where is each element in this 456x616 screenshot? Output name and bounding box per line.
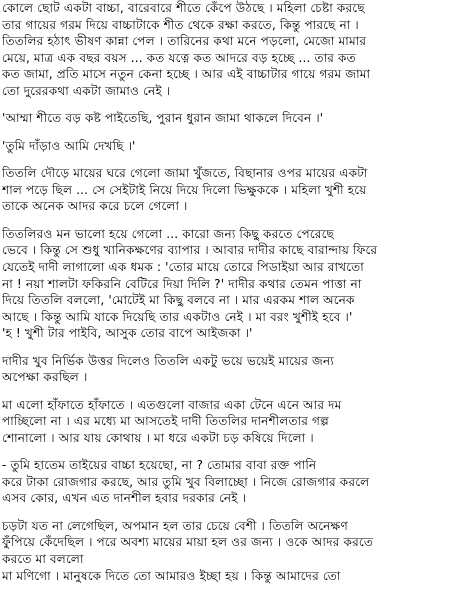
text-line: শোনালো । আর যায় কোথায় । মা ধরে একটা চড় কষিয়ে দিলো । (2, 430, 314, 445)
text-line: শাল পড়ে ছিল ... সে সেইটাই নিয়ে দিয়ে দিলো ভিক্ষুককে । মহিলা খুশী হয়ে (2, 182, 367, 197)
text-line: তার গায়ের গরম দিয়ে বাচ্চাটাকে শীত থেকে রক্ষা করতে, কিন্তু পারছে না । (2, 17, 359, 32)
story-page (2, 0, 452, 616)
dialogue-line: 'তুমি দাঁড়াও আমি দেখছি ।' (2, 138, 136, 153)
paragraph-9 (2, 518, 452, 584)
text-line: তিতলির হঠাৎ ভীষণ কান্না পেল । তারিনের কথা মনে পড়লো, মেজো মামার (2, 34, 367, 49)
text-line: - তুমি হাতেম তাইয়ের বাচ্চা হয়েছো, না ? তোমার বাবা রক্ত পানি (2, 458, 317, 473)
dialogue-line: 'আম্মা শীতে বড় কষ্ট পাইতেছি, পুরান ধুরান জামা থাকলে দিবেন ।' (2, 111, 324, 126)
text-line: এসব কোর, এখন এত দানশীল হবার দরকার নেই । (2, 491, 247, 506)
text-line: কোলে ছোট একটা বাচ্চা, বারেবারে শীতে কেঁপে উঠছে । মহিলা চেষ্টা করছে (2, 1, 365, 15)
text-line: তিতলিরও মন ভালো হয়ে গেলো ... কারো জন্য কিছু করতে পেরেছে (2, 226, 334, 241)
text-line: কত জামা, প্রতি মাসে নতুন কেনা হচ্ছে । আর এই বাচ্চাটার গায়ে গরম জামা (2, 67, 371, 82)
text-line: যেতেই দাদী লাগালো এক ধমক : 'তোর মায়ে তোরে পিডাইয়া আর রাখতো (2, 259, 364, 274)
text-line: তাকে অনেক আদর করে চলে গেলো । (2, 199, 188, 214)
paragraph-7 (2, 397, 452, 447)
text-line: করে টাকা রোজগার করছে, আর তুমি খুব বিলাচ্ছো । নিজে রোজগার করলে (2, 474, 370, 489)
paragraph-5 (2, 226, 452, 342)
paragraph-3 (2, 138, 452, 155)
text-line: তো দুরেরকথা একটা জামাও নেই । (2, 83, 171, 98)
paragraph-2 (2, 110, 452, 127)
text-line: আছে । কিন্তু আমি যাকে দিয়েছি তার একটাও নেই । মা বরং খুশীই হবে ।' (2, 309, 353, 324)
paragraph-8 (2, 457, 452, 507)
text-line: মা মণিগো । মানুষকে দিতে তো আমারও ইচ্ছা হয় । কিন্তু আমাদের তো (2, 568, 341, 583)
text-line: তিতলি দৌড়ে মায়ের ঘরে গেলো জামা খুঁজতে, বিছানার ওপর মায়ের একটা (2, 166, 368, 181)
text-line: চড়টা যত না লেগেছিল, অপমান হল তার চেয়ে বেশী । তিতলি অনেক্ষণ (2, 518, 348, 533)
text-line: দাদীর খুব নির্ভিক উত্তর দিলেও তিতলি একটু ভয়ে ভয়েই মায়ের জন্য (2, 353, 334, 368)
text-line: 'হ ! খুশী টার পাইবি, আসুক তোর বাপে আইজকা ।' (2, 326, 253, 341)
text-line: দিয়ে তিতলি বললো, 'মোটেই মা কিছু বলবে না । মার এরকম শাল অনেক (2, 293, 355, 308)
text-line: পাচ্ছিলো না । এর মধ্যে মা আসতেই দাদী তিতলির দানশীলতার গল্প (2, 414, 329, 429)
text-line: মা এলো হাঁফাতে হাঁফাতে । এতগুলো বাজার একা টেনে এনে আর দম (2, 397, 342, 412)
text-line: না ! নয়া শালটা ফকিরনি বেটিরে দিয়া দিলি ?' দাদীর কথার তেমন পাত্তা না (2, 276, 362, 291)
text-line: করতে মা বললো (2, 552, 84, 566)
text-line: ফুঁপিয়ে কেঁদেছিল । পরে অবশ্য মায়ের মায়া হল ওর জন্য । ওকে আদর করতে (2, 535, 374, 550)
paragraph-4 (2, 165, 452, 215)
paragraph-6 (2, 353, 452, 386)
text-line: মেয়ে, মাত্র এক বছর বয়স ... কত যত্নে কত আদরে বড় হচ্ছে ... তার কত (2, 50, 356, 65)
paragraph-1 (2, 0, 452, 100)
text-line: অপেক্ষা করছিল । (2, 370, 88, 385)
text-line: ভেবে । কিন্তু সে শুধু খানিকক্ষণের ব্যাপার । আবার দাদীর কাছে বারান্দায় ফিরে (2, 243, 378, 258)
